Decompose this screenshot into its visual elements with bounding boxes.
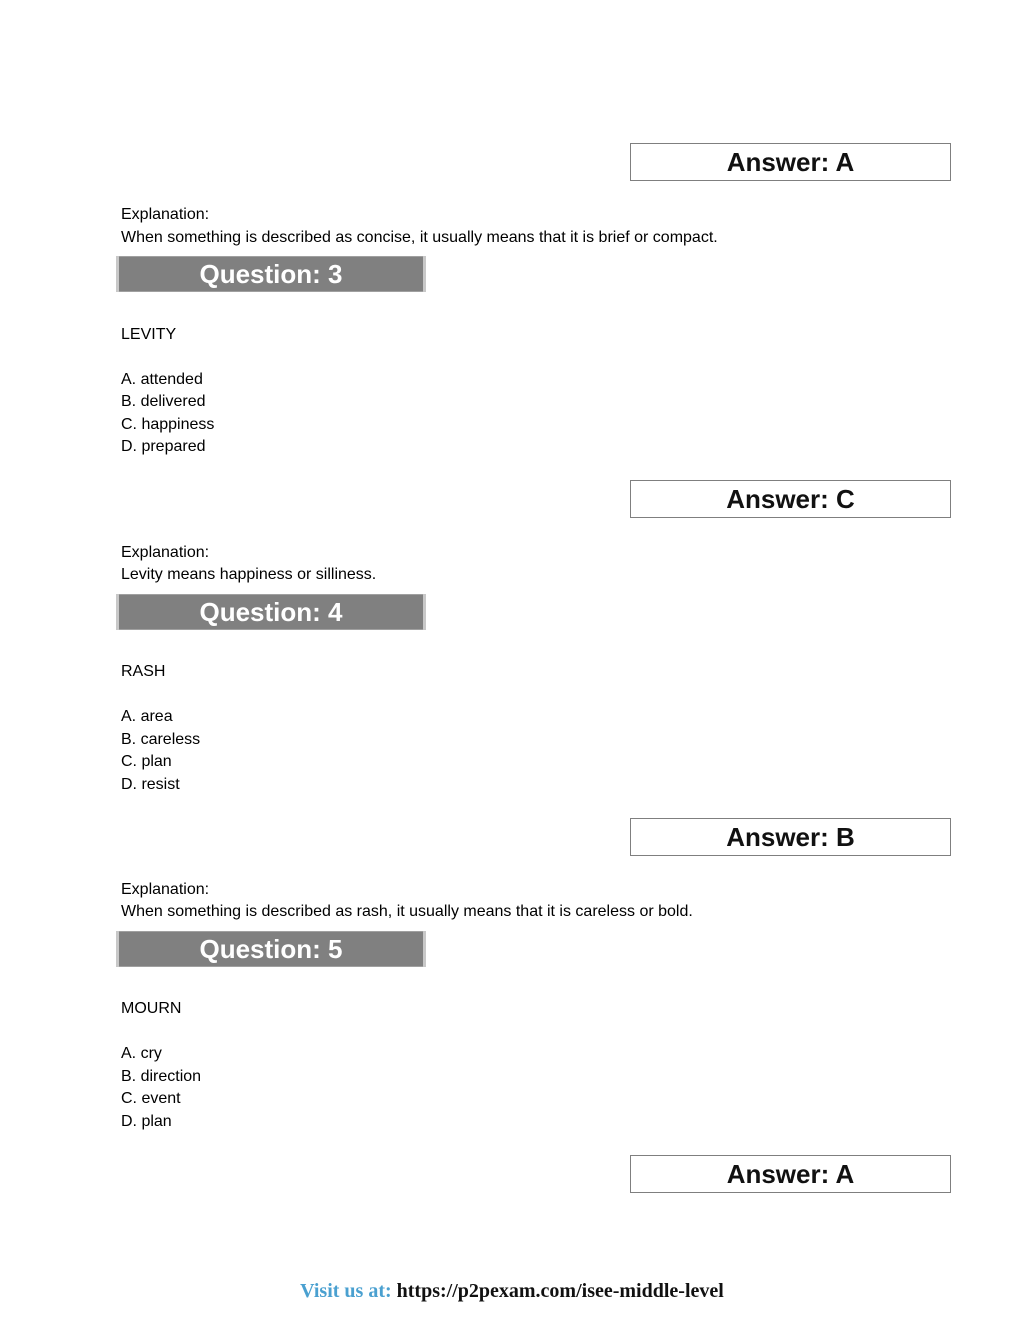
option-d: D. prepared [121, 438, 206, 455]
option-a: A. area [121, 708, 173, 725]
explanation-text: When something is described as concise, it usually means that it is brief or compact. [121, 229, 718, 246]
footer-url-link[interactable]: https://p2pexam.com/isee-middle-level [396, 1280, 724, 1302]
option-a: A. cry [121, 1045, 162, 1062]
option-b: B. delivered [121, 393, 206, 410]
question-word: MOURN [121, 1000, 182, 1017]
question-header: Question: 4 [116, 594, 426, 630]
explanation-label: Explanation: [121, 544, 210, 561]
answer-box: Answer: A [630, 143, 951, 181]
footer [0, 1280, 1024, 1303]
question-word: LEVITY [121, 326, 177, 343]
option-b: B. careless [121, 731, 201, 748]
question-word: RASH [121, 663, 166, 680]
answer-box: Answer: C [630, 480, 951, 518]
option-c: C. happiness [121, 416, 215, 433]
option-c: C. event [121, 1090, 181, 1107]
explanation-text: When something is described as rash, it usually means that it is careless or bold. [121, 903, 693, 920]
explanation-label: Explanation: [121, 881, 210, 898]
option-a: A. attended [121, 371, 203, 388]
option-b: B. direction [121, 1068, 202, 1085]
explanation-text: Levity means happiness or silliness. [121, 566, 377, 583]
option-c: C. plan [121, 753, 172, 770]
footer-visit-label: Visit us at: [300, 1280, 392, 1302]
question-header: Question: 3 [116, 256, 426, 292]
option-d: D. plan [121, 1113, 172, 1130]
option-d: D. resist [121, 776, 180, 793]
answer-box: Answer: A [630, 1155, 951, 1193]
question-header: Question: 5 [116, 931, 426, 967]
explanation-label: Explanation: [121, 206, 210, 223]
answer-box: Answer: B [630, 818, 951, 856]
